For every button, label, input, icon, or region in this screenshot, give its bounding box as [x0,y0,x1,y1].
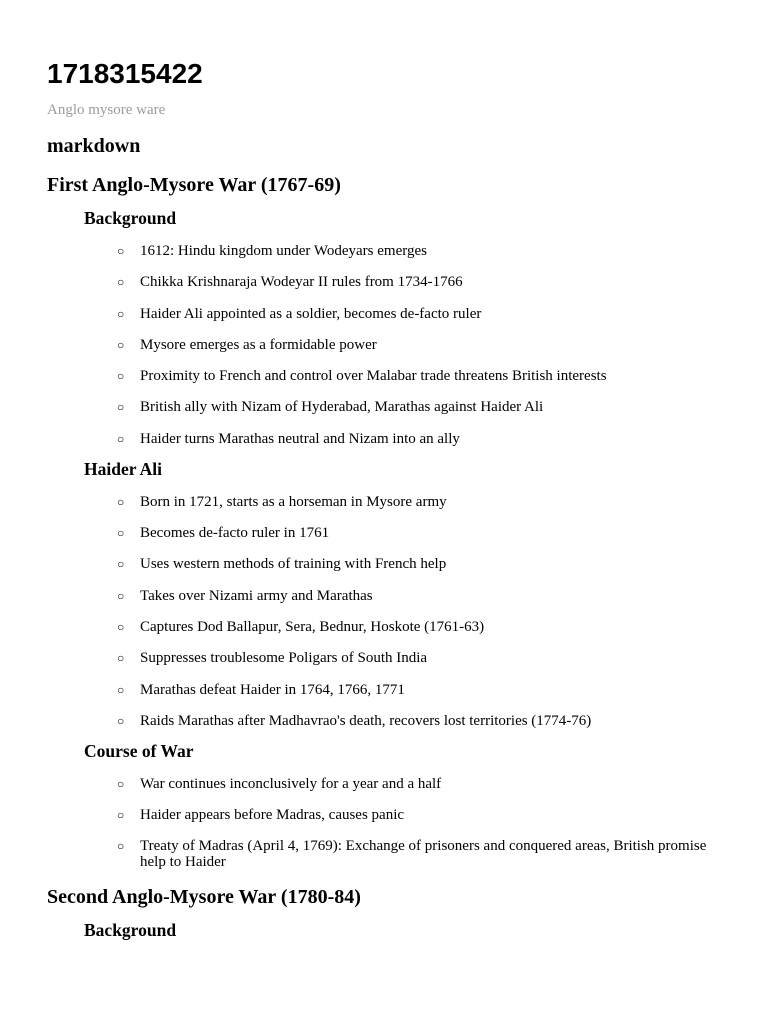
document-title: 1718315422 [47,58,203,89]
list-item-text: Raids Marathas after Madhavrao's death, recovers lost territories (1774-76) [140,712,592,729]
list-item-text: Haider turns Marathas neutral and Nizam into an ally [140,430,460,447]
list-item [117,807,728,824]
bullet-circle-icon: ○ [117,244,125,258]
subsection [84,459,768,729]
list-item [117,274,728,291]
list-item [117,587,728,604]
bullet-circle-icon: ○ [117,588,125,603]
document-subtitle: Anglo mysore ware [47,102,166,118]
list-item-text: Captures Dod Ballapur, Sera, Bednur, Hoskote (1761-63) [140,618,485,635]
section [47,173,768,870]
list-item-text: Haider appears before Madras, causes panic [140,807,405,824]
bullet-circle-icon: ○ [117,369,125,384]
list-item [117,430,728,447]
list-item-text: Proximity to French and control over Malabar trade threatens British interests [140,368,607,385]
list-item [117,712,728,729]
list-item-text: Born in 1721, starts as a horseman in Mysore army [140,493,447,510]
list-item [117,618,728,635]
list-item [117,336,728,353]
subsection-title: Background [84,208,177,228]
subsection-title: Course of War [84,740,194,761]
subsection-title: Haider Ali [84,458,162,479]
list-item-text: Becomes de-facto ruler in 1761 [140,525,330,542]
list-item-text: Treaty of Madras (April 4, 1769): Exchange of prisoners and conquered areas, British promise help to Haider [140,838,707,871]
bullet-list [84,494,768,729]
list-item-text: 1612: Hindu kingdom under Wodeyars emerges [140,243,427,259]
bullet-circle-icon: ○ [117,275,125,290]
bullet-circle-icon: ○ [117,526,125,541]
bullet-circle-icon: ○ [117,839,125,854]
list-item-text: Marathas defeat Haider in 1764, 1766, 1771 [140,681,405,698]
list-item [117,556,728,573]
list-item-text: War continues inconclusively for a year and a half [140,775,442,792]
bullet-circle-icon: ○ [117,619,125,634]
list-item [117,525,728,542]
list-item-text: Uses western methods of training with French help [140,556,447,573]
list-item [117,493,728,510]
bullet-circle-icon: ○ [117,713,125,728]
bullet-circle-icon: ○ [117,776,125,791]
subsection [84,920,768,941]
list-item [117,650,728,667]
format-label: markdown [47,135,141,157]
bullet-circle-icon: ○ [117,306,125,321]
subsection-title: Background [84,920,177,941]
list-item [117,838,728,871]
list-item-text: Chikka Krishnaraja Wodeyar II rules from 1734-1766 [140,274,463,291]
subsection [84,741,768,871]
bullet-circle-icon: ○ [117,557,125,572]
list-item [117,305,728,322]
list-item-text: Mysore emerges as a formidable power [140,336,377,353]
list-item-text: Takes over Nizami army and Marathas [140,587,373,604]
bullet-circle-icon: ○ [117,400,125,415]
bullet-circle-icon: ○ [117,337,125,352]
section-title: First Anglo-Mysore War (1767-69) [47,174,341,196]
section-title: Second Anglo-Mysore War (1780-84) [47,886,361,909]
list-item-text: Suppresses troublesome Poligars of South India [140,650,428,667]
subsection [84,208,768,447]
list-item-text: British ally with Nizam of Hyderabad, Marathas against Haider Ali [140,399,544,416]
list-item [117,775,728,792]
list-item [117,368,728,385]
bullet-list [84,243,768,447]
bullet-circle-icon: ○ [117,682,125,697]
bullet-circle-icon: ○ [117,431,125,446]
bullet-circle-icon: ○ [117,494,125,509]
bullet-list [84,776,768,871]
list-item-text: Haider Ali appointed as a soldier, becomes de-facto ruler [140,305,482,322]
bullet-circle-icon: ○ [117,808,125,823]
section [47,885,768,941]
sections-container [47,173,768,941]
list-item [117,243,728,259]
list-item [117,681,728,698]
bullet-circle-icon: ○ [117,651,125,666]
list-item [117,399,728,416]
